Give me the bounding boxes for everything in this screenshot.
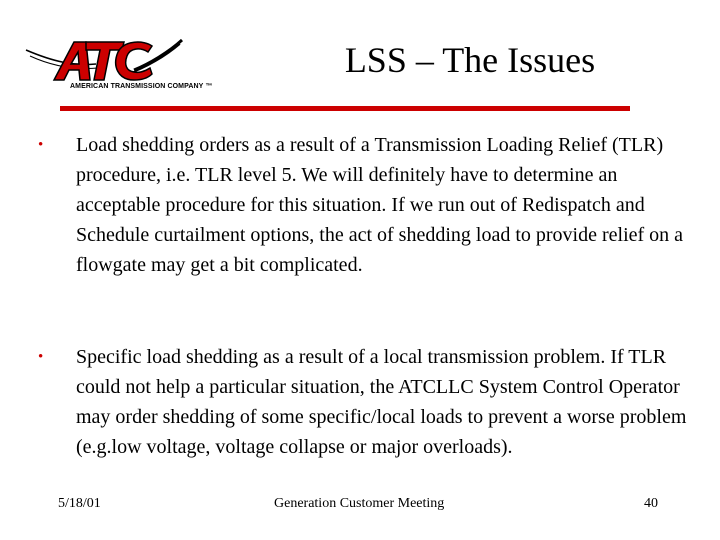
footer-title: Generation Customer Meeting: [274, 496, 445, 511]
slide-title: LSS – The Issues: [344, 40, 596, 80]
title-divider: [60, 106, 630, 111]
atc-logo: [24, 34, 264, 96]
bullet-text: Load shedding orders as a result of a Transmission Loading Relief (TLR) procedure, i.e. TLR level 5. We will definitely have to determine an acceptable procedure for this situation. If we run out of Redispatch and Schedule curtailment options, the act of shedding load to provide relief on a flowgate may get a bit complicated.: [76, 134, 684, 276]
logo-tagline: AMERICAN TRANSMISSION COMPANY ™: [70, 83, 213, 90]
bullet-text: Specific load shedding as a result of a local transmission problem. If TLR could not help a particular situation, the ATCLLC System Control Operator may order shedding of some specific/local loads to prevent a worse problem (e.g.low voltage, voltage collapse or major overloads).: [76, 346, 687, 458]
bullet-dot-icon: •: [38, 137, 44, 153]
bullet-item-1: [38, 130, 698, 280]
footer-date: 5/18/01: [58, 496, 101, 511]
bullet-dot-icon: •: [38, 349, 44, 365]
footer-page-number: 40: [644, 496, 658, 511]
bullet-item-2: [38, 342, 698, 462]
